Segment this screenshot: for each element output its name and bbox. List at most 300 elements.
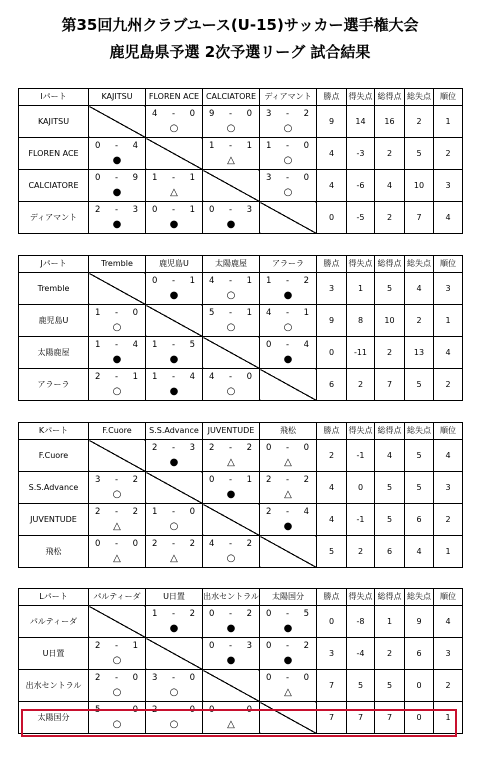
team-row [19, 440, 463, 472]
match-result [146, 337, 203, 369]
stat-value: 2 [347, 536, 375, 568]
stat-header: 順位 [434, 256, 463, 273]
match-result [146, 606, 203, 638]
goals-against: 3 [246, 640, 252, 651]
goals-against: 3 [189, 442, 195, 453]
stat-value: 10 [375, 305, 405, 337]
win-mark: ○ [226, 122, 236, 134]
stat-value: 4 [434, 202, 463, 234]
stat-value: 1 [434, 106, 463, 138]
header-row [19, 589, 463, 606]
win-mark: ○ [169, 718, 179, 730]
match-result [146, 273, 203, 305]
header-row [19, 423, 463, 440]
match-result [89, 170, 146, 202]
stat-header: 得失点 [347, 423, 375, 440]
win-mark: ○ [169, 122, 179, 134]
score-dash: - [114, 672, 119, 683]
goals-against: 1 [132, 640, 138, 651]
stat-value: 1 [434, 702, 463, 734]
goals-for: 2 [95, 204, 101, 215]
score-dash: - [228, 140, 233, 151]
score [89, 539, 145, 549]
stat-value: 5 [405, 440, 434, 472]
draw-mark: △ [227, 456, 235, 468]
goals-for: 3 [95, 474, 101, 485]
loss-mark: ● [226, 654, 236, 666]
stat-value: 2 [375, 202, 405, 234]
score-dash: - [171, 172, 176, 183]
score [260, 507, 316, 517]
stat-value: 2 [405, 106, 434, 138]
stat-value: 1 [434, 536, 463, 568]
stat-value: 4 [405, 273, 434, 305]
stat-value: 2 [375, 638, 405, 670]
match-result [260, 440, 317, 472]
draw-mark: △ [284, 488, 292, 500]
match-result [203, 638, 260, 670]
match-result [260, 670, 317, 702]
goals-for: 2 [95, 371, 101, 382]
score-dash: - [228, 640, 233, 651]
goals-for: 5 [209, 307, 215, 318]
team-name: KAJITSU [19, 106, 89, 138]
win-mark: ○ [112, 686, 122, 698]
stat-value: 2 [434, 504, 463, 536]
part-label: Kパート [19, 423, 89, 440]
self-match-cell [260, 702, 317, 734]
score [146, 276, 202, 286]
goals-against: 0 [132, 307, 138, 318]
loss-mark: ● [112, 218, 122, 230]
part-label: Jパート [19, 256, 89, 273]
match-result [89, 638, 146, 670]
team-row [19, 504, 463, 536]
score [146, 205, 202, 215]
team-name: 出水セントラル [19, 670, 89, 702]
win-mark: ○ [283, 186, 293, 198]
match-result [203, 106, 260, 138]
draw-mark: △ [227, 154, 235, 166]
score [260, 340, 316, 350]
team-header: 太陽国分 [260, 589, 317, 606]
score [146, 609, 202, 619]
self-match-cell [146, 638, 203, 670]
stat-value: 0 [347, 472, 375, 504]
team-name: U日置 [19, 638, 89, 670]
self-match-cell [203, 337, 260, 369]
self-match-cell [146, 472, 203, 504]
score-dash: - [285, 608, 290, 619]
score-dash: - [114, 371, 119, 382]
win-mark: ○ [283, 122, 293, 134]
stat-value: 2 [375, 138, 405, 170]
score-dash: - [285, 275, 290, 286]
match-result [203, 369, 260, 401]
goals-for: 1 [152, 172, 158, 183]
score-dash: - [228, 442, 233, 453]
match-result [89, 369, 146, 401]
win-mark: ○ [283, 321, 293, 333]
stat-value: 8 [347, 305, 375, 337]
team-header: パルティーダ [89, 589, 146, 606]
team-row [19, 106, 463, 138]
draw-mark: △ [284, 686, 292, 698]
score [260, 609, 316, 619]
goals-against: 4 [189, 371, 195, 382]
score-dash: - [228, 538, 233, 549]
stat-value: 5 [347, 670, 375, 702]
stat-value: -8 [347, 606, 375, 638]
goals-against: 2 [303, 275, 309, 286]
team-row [19, 472, 463, 504]
match-result [146, 504, 203, 536]
match-result [260, 606, 317, 638]
match-result [146, 670, 203, 702]
draw-mark: △ [227, 718, 235, 730]
goals-for: 0 [266, 640, 272, 651]
goals-against: 0 [189, 672, 195, 683]
score [146, 340, 202, 350]
team-header: 出水セントラル [203, 589, 260, 606]
match-result [89, 472, 146, 504]
stat-value: 6 [375, 536, 405, 568]
score [260, 276, 316, 286]
part-label: Lパート [19, 589, 89, 606]
goals-for: 1 [95, 339, 101, 350]
score-dash: - [171, 275, 176, 286]
win-mark: ○ [169, 520, 179, 532]
score-dash: - [285, 140, 290, 151]
goals-for: 1 [95, 307, 101, 318]
stat-value: 5 [375, 670, 405, 702]
win-mark: ○ [226, 289, 236, 301]
score [89, 340, 145, 350]
win-mark: ○ [112, 718, 122, 730]
goals-for: 0 [209, 640, 215, 651]
goals-against: 0 [189, 108, 195, 119]
team-row [19, 606, 463, 638]
stat-value: 4 [434, 606, 463, 638]
stat-value: 0 [405, 670, 434, 702]
team-name: ディアマント [19, 202, 89, 234]
score-dash: - [171, 108, 176, 119]
draw-mark: △ [170, 552, 178, 564]
match-result [89, 702, 146, 734]
stat-value: -11 [347, 337, 375, 369]
win-mark: ○ [112, 321, 122, 333]
goals-against: 1 [246, 307, 252, 318]
stat-value: 4 [317, 170, 347, 202]
score [89, 507, 145, 517]
goals-for: 0 [95, 538, 101, 549]
stat-header: 勝点 [317, 589, 347, 606]
stat-value: 2 [317, 440, 347, 472]
goals-against: 1 [189, 275, 195, 286]
score [146, 673, 202, 683]
goals-against: 4 [132, 339, 138, 350]
stat-value: 2 [434, 670, 463, 702]
goals-for: 2 [266, 474, 272, 485]
match-result [260, 106, 317, 138]
stat-value: 5 [375, 472, 405, 504]
match-result [89, 504, 146, 536]
stat-header: 勝点 [317, 89, 347, 106]
team-header: ディアマント [260, 89, 317, 106]
page-title: 第35回九州クラブユース(U-15)サッカー選手権大会 [61, 16, 419, 34]
score-dash: - [228, 275, 233, 286]
stat-value: 4 [317, 138, 347, 170]
team-name: Tremble [19, 273, 89, 305]
stat-header: 勝点 [317, 423, 347, 440]
loss-mark: ● [283, 353, 293, 365]
score-dash: - [114, 474, 119, 485]
stat-value: 13 [405, 337, 434, 369]
score-dash: - [171, 339, 176, 350]
goals-against: 4 [303, 506, 309, 517]
stat-value: 7 [405, 202, 434, 234]
goals-for: 2 [266, 506, 272, 517]
goals-against: 5 [303, 608, 309, 619]
stat-value: 1 [434, 305, 463, 337]
stat-header: 総失点 [405, 89, 434, 106]
goals-for: 1 [209, 140, 215, 151]
goals-against: 0 [132, 672, 138, 683]
loss-mark: ● [169, 385, 179, 397]
goals-for: 2 [95, 640, 101, 651]
score [146, 109, 202, 119]
score [89, 673, 145, 683]
league-table [18, 88, 463, 234]
goals-against: 1 [246, 474, 252, 485]
score-dash: - [285, 442, 290, 453]
team-header: JUVENTUDE [203, 423, 260, 440]
team-row [19, 670, 463, 702]
score [146, 173, 202, 183]
score [203, 443, 259, 453]
stat-value: 6 [405, 638, 434, 670]
goals-against: 1 [303, 307, 309, 318]
goals-against: 2 [189, 538, 195, 549]
match-result [203, 305, 260, 337]
stat-header: 総失点 [405, 423, 434, 440]
match-result [146, 440, 203, 472]
stat-header: 総失点 [405, 256, 434, 273]
self-match-cell [89, 606, 146, 638]
stat-header: 順位 [434, 423, 463, 440]
goals-for: 4 [209, 371, 215, 382]
match-result [260, 305, 317, 337]
goals-for: 1 [266, 140, 272, 151]
score [146, 372, 202, 382]
score [89, 173, 145, 183]
goals-for: 3 [266, 108, 272, 119]
goals-against: 1 [189, 172, 195, 183]
stat-value: 4 [317, 472, 347, 504]
self-match-cell [146, 138, 203, 170]
stat-value: 4 [375, 440, 405, 472]
score [203, 539, 259, 549]
loss-mark: ● [112, 353, 122, 365]
goals-for: 0 [152, 275, 158, 286]
team-row [19, 273, 463, 305]
match-result [146, 202, 203, 234]
goals-for: 0 [95, 172, 101, 183]
score-dash: - [171, 608, 176, 619]
team-row [19, 337, 463, 369]
win-mark: ○ [226, 552, 236, 564]
stat-value: 4 [434, 337, 463, 369]
stat-value: 3 [317, 273, 347, 305]
stat-value: 0 [317, 606, 347, 638]
self-match-cell [260, 369, 317, 401]
goals-against: 2 [303, 640, 309, 651]
team-header: FLOREN ACE [146, 89, 203, 106]
loss-mark: ● [226, 622, 236, 634]
score [203, 705, 259, 715]
match-result [203, 138, 260, 170]
team-header: 鹿児島U [146, 256, 203, 273]
match-result [260, 504, 317, 536]
score-dash: - [171, 506, 176, 517]
match-result [146, 536, 203, 568]
loss-mark: ● [283, 520, 293, 532]
stat-value: 6 [405, 504, 434, 536]
goals-against: 0 [189, 506, 195, 517]
match-result [260, 170, 317, 202]
stat-value: -3 [347, 138, 375, 170]
goals-against: 2 [303, 474, 309, 485]
score-dash: - [228, 371, 233, 382]
stat-header: 総得点 [375, 423, 405, 440]
self-match-cell [89, 273, 146, 305]
score-dash: - [171, 672, 176, 683]
score [260, 173, 316, 183]
stat-value: 2 [405, 305, 434, 337]
team-header: S.S.Advance [146, 423, 203, 440]
stat-value: 4 [317, 504, 347, 536]
score [203, 276, 259, 286]
score-dash: - [114, 204, 119, 215]
score [89, 475, 145, 485]
team-name: 飛松 [19, 536, 89, 568]
stat-value: 4 [434, 440, 463, 472]
stat-header: 総得点 [375, 256, 405, 273]
stat-value: 7 [317, 670, 347, 702]
stat-value: 4 [405, 536, 434, 568]
score-dash: - [285, 172, 290, 183]
team-name: F.Cuore [19, 440, 89, 472]
score-dash: - [171, 704, 176, 715]
score [146, 507, 202, 517]
match-result [89, 138, 146, 170]
score-dash: - [228, 608, 233, 619]
goals-against: 4 [303, 339, 309, 350]
stat-header: 得失点 [347, 589, 375, 606]
stat-value: 5 [375, 504, 405, 536]
team-header: 太陽鹿屋 [203, 256, 260, 273]
team-name: S.S.Advance [19, 472, 89, 504]
stat-value: 5 [405, 472, 434, 504]
goals-against: 0 [132, 538, 138, 549]
score [203, 609, 259, 619]
match-result [203, 472, 260, 504]
team-name: 太陽国分 [19, 702, 89, 734]
stat-value: 3 [434, 638, 463, 670]
score [203, 141, 259, 151]
goals-for: 2 [95, 506, 101, 517]
goals-against: 1 [246, 275, 252, 286]
stat-value: 9 [317, 305, 347, 337]
team-header: U日置 [146, 589, 203, 606]
team-row [19, 170, 463, 202]
team-header: CALCIATORE [203, 89, 260, 106]
goals-for: 4 [152, 108, 158, 119]
match-result [146, 170, 203, 202]
goals-for: 2 [152, 704, 158, 715]
self-match-cell [146, 305, 203, 337]
goals-for: 0 [209, 474, 215, 485]
match-result [203, 702, 260, 734]
match-result [89, 670, 146, 702]
score [260, 475, 316, 485]
score-dash: - [228, 108, 233, 119]
stat-value: 7 [375, 369, 405, 401]
stat-value: 3 [317, 638, 347, 670]
goals-for: 2 [209, 442, 215, 453]
match-result [203, 273, 260, 305]
stat-value: 2 [375, 337, 405, 369]
team-name: FLOREN ACE [19, 138, 89, 170]
loss-mark: ● [112, 154, 122, 166]
stat-value: 3 [434, 273, 463, 305]
goals-against: 4 [132, 140, 138, 151]
self-match-cell [260, 536, 317, 568]
stat-value: 9 [405, 606, 434, 638]
self-match-cell [203, 170, 260, 202]
self-match-cell [203, 504, 260, 536]
win-mark: ○ [283, 154, 293, 166]
goals-against: 0 [246, 108, 252, 119]
goals-against: 2 [189, 608, 195, 619]
goals-for: 1 [152, 339, 158, 350]
part-label: Iパート [19, 89, 89, 106]
goals-for: 3 [152, 672, 158, 683]
team-name: アラーラ [19, 369, 89, 401]
goals-against: 0 [246, 704, 252, 715]
match-result [260, 273, 317, 305]
score [146, 705, 202, 715]
stat-header: 順位 [434, 89, 463, 106]
goals-against: 0 [303, 140, 309, 151]
score [89, 641, 145, 651]
stat-value: -6 [347, 170, 375, 202]
league-table [18, 588, 463, 734]
goals-for: 0 [209, 204, 215, 215]
score [203, 205, 259, 215]
goals-against: 1 [189, 204, 195, 215]
stat-value: 0 [317, 202, 347, 234]
win-mark: ○ [226, 385, 236, 397]
goals-for: 5 [95, 704, 101, 715]
goals-against: 0 [246, 371, 252, 382]
stat-value: 6 [317, 369, 347, 401]
score-dash: - [228, 474, 233, 485]
score [260, 641, 316, 651]
loss-mark: ● [283, 289, 293, 301]
score [260, 141, 316, 151]
goals-for: 0 [152, 204, 158, 215]
